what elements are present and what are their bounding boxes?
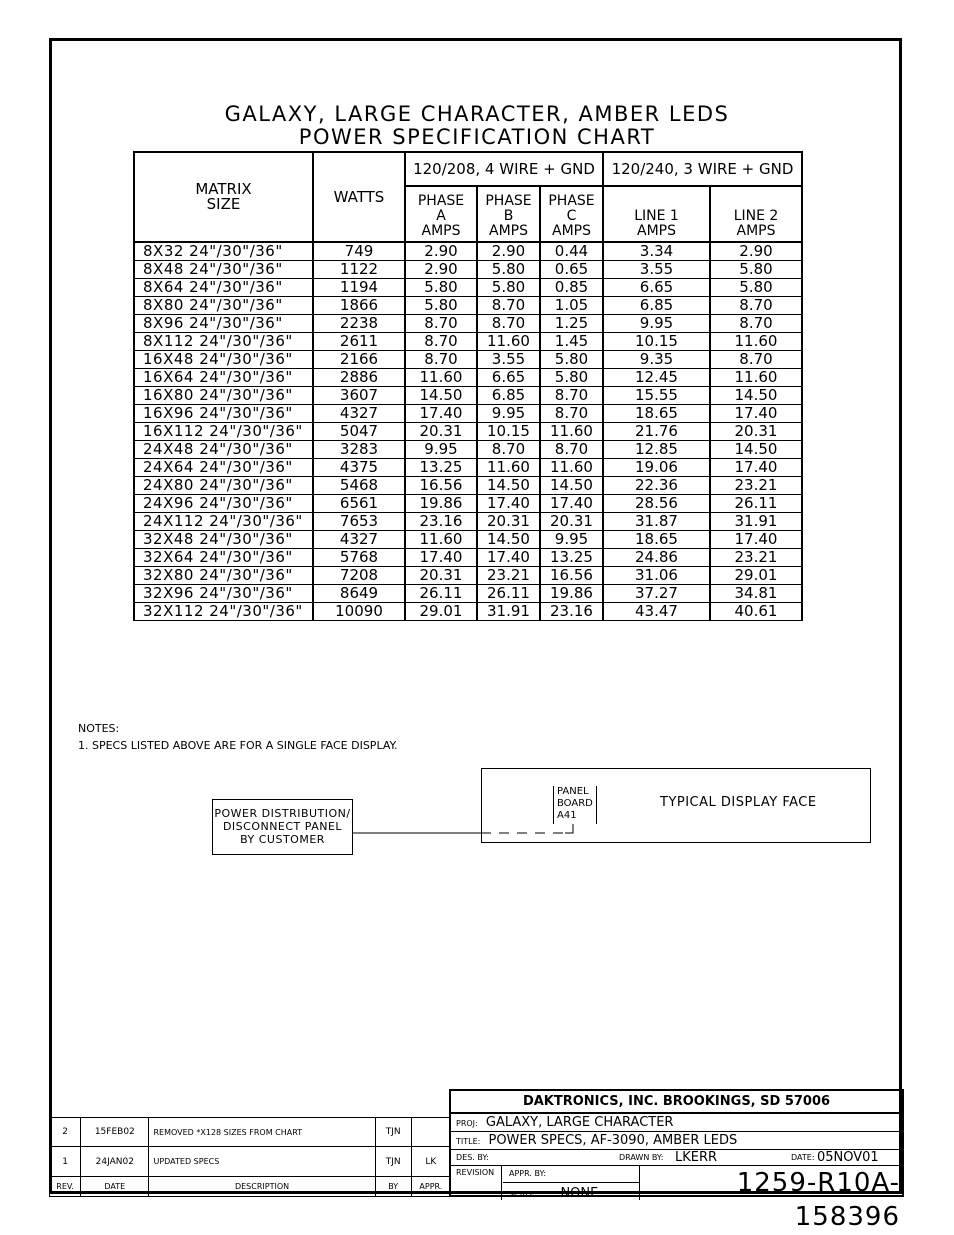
phase-c-cell: 23.16 (540, 603, 603, 621)
phase-a-cell: 19.86 (405, 495, 477, 513)
watts-cell: 1122 (313, 261, 405, 279)
matrix-size-cell: 32X80 24"/30"/36" (134, 567, 313, 585)
phase-b-cell: 14.50 (477, 477, 540, 495)
phase-b-cell: 3.55 (477, 351, 540, 369)
rev-description: REMOVED *X128 SIZES FROM CHART (149, 1118, 375, 1147)
revision-row (50, 1118, 451, 1147)
drawing-number: 1259-R10A-158396 (736, 1168, 900, 1232)
phase-a-cell: 5.80 (405, 279, 477, 297)
rev-header-rev: REV. (50, 1176, 81, 1196)
line-2-cell: 5.80 (710, 261, 802, 279)
appr-by-label: APPR. BY: (503, 1166, 640, 1183)
header-phase-a: PHASE A AMPS (405, 186, 477, 242)
watts-cell: 5468 (313, 477, 405, 495)
phase-b-cell: 11.60 (477, 333, 540, 351)
matrix-size-cell: 8X48 24"/30"/36" (134, 261, 313, 279)
phase-a-cell: 9.95 (405, 441, 477, 459)
phase-b-cell: 17.40 (477, 549, 540, 567)
line-1-cell: 3.55 (603, 261, 710, 279)
phase-a-cell: 2.90 (405, 261, 477, 279)
matrix-size-cell: 16X96 24"/30"/36" (134, 405, 313, 423)
revision-scale-row (451, 1166, 902, 1232)
revision-row (50, 1147, 451, 1176)
line-1-cell: 12.45 (603, 369, 710, 387)
line-1-cell: 18.65 (603, 405, 710, 423)
matrix-size-cell: 8X64 24"/30"/36" (134, 279, 313, 297)
phase-a-cell: 8.70 (405, 315, 477, 333)
phase-b-cell: 10.15 (477, 423, 540, 441)
line-1-cell: 21.76 (603, 423, 710, 441)
line-2-cell: 8.70 (710, 315, 802, 333)
phase-c-cell: 0.65 (540, 261, 603, 279)
line-2-cell: 11.60 (710, 333, 802, 351)
matrix-size-cell: 24X96 24"/30"/36" (134, 495, 313, 513)
des-by-label: DES. BY: (456, 1153, 489, 1162)
rev-number: 2 (50, 1118, 81, 1147)
phase-b-cell: 2.90 (477, 242, 540, 261)
line-1-cell: 18.65 (603, 531, 710, 549)
chart-title-line2: POWER SPECIFICATION CHART (298, 125, 656, 149)
watts-cell: 2166 (313, 351, 405, 369)
phase-a-cell: 26.11 (405, 585, 477, 603)
scale-label: SCALE: (509, 1190, 538, 1199)
rev-date: 24JAN02 (81, 1147, 149, 1176)
line-1-cell: 31.06 (603, 567, 710, 585)
line-2-cell: 5.80 (710, 279, 802, 297)
line-2-cell: 26.11 (710, 495, 802, 513)
watts-cell: 749 (313, 242, 405, 261)
rev-appr (411, 1118, 450, 1147)
rev-by: TJN (375, 1118, 411, 1147)
header-phase-b: PHASE B AMPS (477, 186, 540, 242)
matrix-size-cell: 24X48 24"/30"/36" (134, 441, 313, 459)
header-group-120-208: 120/208, 4 WIRE + GND (405, 152, 603, 186)
matrix-size-cell: 24X112 24"/30"/36" (134, 513, 313, 531)
phase-c-cell: 9.95 (540, 531, 603, 549)
watts-cell: 10090 (313, 603, 405, 621)
matrix-size-cell: 32X64 24"/30"/36" (134, 549, 313, 567)
phase-b-cell: 20.31 (477, 513, 540, 531)
date-label: DATE: (791, 1153, 815, 1162)
line-2-cell: 11.60 (710, 369, 802, 387)
watts-cell: 7653 (313, 513, 405, 531)
watts-cell: 8649 (313, 585, 405, 603)
matrix-size-cell: 8X80 24"/30"/36" (134, 297, 313, 315)
phase-b-cell: 6.65 (477, 369, 540, 387)
matrix-size-cell: 16X112 24"/30"/36" (134, 423, 313, 441)
phase-c-cell: 8.70 (540, 387, 603, 405)
matrix-size-cell: 8X32 24"/30"/36" (134, 242, 313, 261)
phase-c-cell: 5.80 (540, 369, 603, 387)
revision-label: REVISION (451, 1166, 502, 1200)
matrix-size-cell: 32X112 24"/30"/36" (134, 603, 313, 621)
matrix-size-cell: 32X96 24"/30"/36" (134, 585, 313, 603)
phase-a-cell: 29.01 (405, 603, 477, 621)
line-1-cell: 19.06 (603, 459, 710, 477)
phase-c-cell: 11.60 (540, 423, 603, 441)
scale-cell (503, 1183, 640, 1200)
matrix-size-cell: 16X64 24"/30"/36" (134, 369, 313, 387)
project-row (451, 1114, 902, 1132)
line-2-cell: 14.50 (710, 387, 802, 405)
rev-header-appr: APPR. (411, 1176, 450, 1196)
watts-cell: 3607 (313, 387, 405, 405)
header-group-120-240: 120/240, 3 WIRE + GND (603, 152, 802, 186)
phase-c-cell: 1.05 (540, 297, 603, 315)
line-2-cell: 17.40 (710, 531, 802, 549)
matrix-size-cell: 16X80 24"/30"/36" (134, 387, 313, 405)
line-1-cell: 37.27 (603, 585, 710, 603)
title-block (449, 1089, 904, 1232)
line-1-cell: 31.87 (603, 513, 710, 531)
phase-b-cell: 6.85 (477, 387, 540, 405)
phase-a-cell: 16.56 (405, 477, 477, 495)
phase-b-cell: 8.70 (477, 315, 540, 333)
phase-b-cell: 5.80 (477, 279, 540, 297)
notes-heading: NOTES: (78, 722, 120, 735)
proj-value: GALAXY, LARGE CHARACTER (485, 1115, 674, 1130)
phase-a-cell: 17.40 (405, 405, 477, 423)
scale-value: NONE (560, 1186, 599, 1201)
line-2-cell: 23.21 (710, 549, 802, 567)
chart-title-line1: GALAXY, LARGE CHARACTER, AMBER LEDS (224, 102, 730, 126)
watts-cell: 5047 (313, 423, 405, 441)
power-distribution-panel-box: POWER DISTRIBUTION/ DISCONNECT PANEL BY CUSTOMER (212, 799, 353, 855)
line-1-cell: 3.34 (603, 242, 710, 261)
des-drawn-row (451, 1150, 902, 1166)
header-line-1: LINE 1 AMPS (603, 186, 710, 242)
rev-appr: LK (411, 1147, 450, 1176)
phase-c-cell: 19.86 (540, 585, 603, 603)
rev-header-by: BY (375, 1176, 411, 1196)
line-1-cell: 24.86 (603, 549, 710, 567)
watts-cell: 7208 (313, 567, 405, 585)
phase-a-cell: 20.31 (405, 567, 477, 585)
phase-a-cell: 2.90 (405, 242, 477, 261)
phase-c-cell: 0.44 (540, 242, 603, 261)
proj-label: PROJ: (456, 1119, 478, 1128)
display-face-label: TYPICAL DISPLAY FACE (660, 795, 817, 810)
watts-cell: 2238 (313, 315, 405, 333)
rev-header-date: DATE (81, 1176, 149, 1196)
drawn-by-label: DRAWN BY: (619, 1153, 664, 1162)
line-1-cell: 9.95 (603, 315, 710, 333)
phase-b-cell: 17.40 (477, 495, 540, 513)
line-2-cell: 23.21 (710, 477, 802, 495)
line-2-cell: 17.40 (710, 459, 802, 477)
revision-block (49, 1117, 451, 1197)
line-1-cell: 22.36 (603, 477, 710, 495)
phase-c-cell: 16.56 (540, 567, 603, 585)
phase-a-cell: 23.16 (405, 513, 477, 531)
watts-cell: 4375 (313, 459, 405, 477)
line-2-cell: 20.31 (710, 423, 802, 441)
phase-c-cell: 8.70 (540, 405, 603, 423)
phase-b-cell: 8.70 (477, 441, 540, 459)
line-1-cell: 6.65 (603, 279, 710, 297)
line-1-cell: 6.85 (603, 297, 710, 315)
header-watts: WATTS (313, 152, 405, 242)
phase-c-cell: 1.25 (540, 315, 603, 333)
phase-a-cell: 5.80 (405, 297, 477, 315)
phase-c-cell: 11.60 (540, 459, 603, 477)
title-value: POWER SPECS, AF-3090, AMBER LEDS (488, 1133, 738, 1148)
date-value: 05NOV01 (817, 1150, 879, 1165)
line-1-cell: 10.15 (603, 333, 710, 351)
phase-c-cell: 20.31 (540, 513, 603, 531)
phase-b-cell: 5.80 (477, 261, 540, 279)
line-2-cell: 34.81 (710, 585, 802, 603)
line-1-cell: 43.47 (603, 603, 710, 621)
phase-b-cell: 11.60 (477, 459, 540, 477)
panel-board-box: PANEL BOARD A41 (553, 786, 597, 824)
phase-a-cell: 8.70 (405, 351, 477, 369)
watts-cell: 4327 (313, 531, 405, 549)
watts-cell: 1194 (313, 279, 405, 297)
phase-c-cell: 5.80 (540, 351, 603, 369)
watts-cell: 6561 (313, 495, 405, 513)
phase-b-cell: 23.21 (477, 567, 540, 585)
matrix-size-cell: 24X80 24"/30"/36" (134, 477, 313, 495)
rev-number: 1 (50, 1147, 81, 1176)
phase-c-cell: 13.25 (540, 549, 603, 567)
phase-a-cell: 14.50 (405, 387, 477, 405)
rev-date: 15FEB02 (81, 1118, 149, 1147)
phase-b-cell: 14.50 (477, 531, 540, 549)
phase-c-cell: 0.85 (540, 279, 603, 297)
line-1-cell: 15.55 (603, 387, 710, 405)
line-2-cell: 2.90 (710, 242, 802, 261)
rev-header-description: DESCRIPTION (149, 1176, 375, 1196)
line-1-cell: 12.85 (603, 441, 710, 459)
matrix-size-cell: 16X48 24"/30"/36" (134, 351, 313, 369)
watts-cell: 4327 (313, 405, 405, 423)
matrix-size-cell: 24X64 24"/30"/36" (134, 459, 313, 477)
title-label: TITLE: (456, 1137, 481, 1146)
company-name: DAKTRONICS, INC. BROOKINGS, SD 57006 (451, 1091, 902, 1114)
phase-a-cell: 11.60 (405, 369, 477, 387)
phase-a-cell: 20.31 (405, 423, 477, 441)
revision-header-row (50, 1176, 451, 1196)
header-line-2: LINE 2 AMPS (710, 186, 802, 242)
panel-connection-line (565, 824, 573, 833)
phase-c-cell: 1.45 (540, 333, 603, 351)
rev-description: UPDATED SPECS (149, 1147, 375, 1176)
watts-cell: 5768 (313, 549, 405, 567)
line-1-cell: 28.56 (603, 495, 710, 513)
line-2-cell: 40.61 (710, 603, 802, 621)
watts-cell: 2886 (313, 369, 405, 387)
line-2-cell: 8.70 (710, 351, 802, 369)
matrix-size-cell: 8X96 24"/30"/36" (134, 315, 313, 333)
phase-c-cell: 8.70 (540, 441, 603, 459)
title-row (451, 1132, 902, 1150)
header-phase-c: PHASE C AMPS (540, 186, 603, 242)
matrix-size-cell: 8X112 24"/30"/36" (134, 333, 313, 351)
line-1-cell: 9.35 (603, 351, 710, 369)
phase-b-cell: 26.11 (477, 585, 540, 603)
phase-b-cell: 31.91 (477, 603, 540, 621)
phase-a-cell: 13.25 (405, 459, 477, 477)
matrix-size-cell: 32X48 24"/30"/36" (134, 531, 313, 549)
drawn-by-value: LKERR (675, 1150, 718, 1165)
watts-cell: 2611 (313, 333, 405, 351)
watts-cell: 3283 (313, 441, 405, 459)
line-2-cell: 17.40 (710, 405, 802, 423)
note-item-1: 1. SPECS LISTED ABOVE ARE FOR A SINGLE FACE DISPLAY. (78, 739, 398, 752)
line-2-cell: 14.50 (710, 441, 802, 459)
phase-c-cell: 14.50 (540, 477, 603, 495)
phase-b-cell: 9.95 (477, 405, 540, 423)
phase-a-cell: 8.70 (405, 333, 477, 351)
line-2-cell: 8.70 (710, 297, 802, 315)
phase-c-cell: 17.40 (540, 495, 603, 513)
phase-b-cell: 8.70 (477, 297, 540, 315)
line-2-cell: 29.01 (710, 567, 802, 585)
rev-by: TJN (375, 1147, 411, 1176)
watts-cell: 1866 (313, 297, 405, 315)
phase-a-cell: 11.60 (405, 531, 477, 549)
line-2-cell: 31.91 (710, 513, 802, 531)
phase-a-cell: 17.40 (405, 549, 477, 567)
header-matrix-size: MATRIX SIZE (134, 152, 313, 242)
